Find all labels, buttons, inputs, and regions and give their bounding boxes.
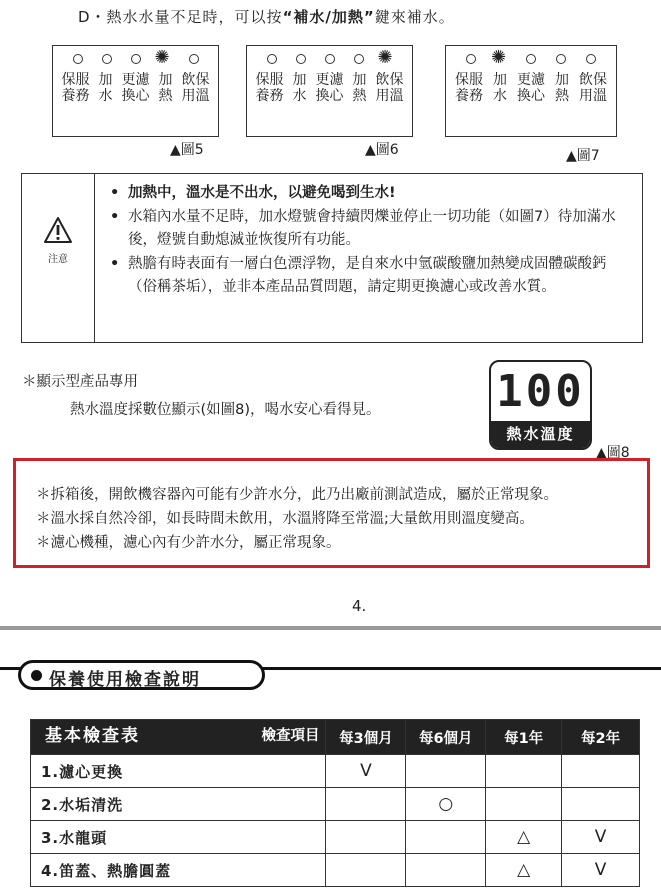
figure-7-caption: ▲圖7: [566, 148, 600, 164]
indicator-light-icon: [296, 54, 306, 64]
indicator-light-icon: [73, 54, 83, 64]
indicator-light-icon: [325, 54, 335, 64]
caution-item: • 水箱內水量不足時，加水燈號會持續閃爍並停止一切功能（如圖7）待加滿水後，燈號自動熄滅並恢復所有功能。: [110, 206, 635, 253]
display-model-description: 熱水溫度採數位顯示(如圖8)，喝水安心看得見。: [70, 402, 381, 418]
maintenance-check-table: [30, 719, 640, 887]
refill-instruction: D・熱水水量不足時，可以按“補水/加熱”鍵來補水。: [78, 8, 455, 26]
refill-key-name: “補水/加熱”: [282, 8, 375, 26]
panel-button-label: 加 熱: [555, 72, 569, 104]
check-mark: ○: [406, 788, 486, 821]
temperature-digits: 100: [496, 366, 585, 417]
panel-button-label: 更濾 換心: [315, 72, 344, 104]
column-header-6-months: 每6個月: [406, 720, 486, 755]
control-panel-figure-7: [445, 45, 617, 137]
indicator-lights: [446, 54, 616, 64]
control-panel-figure-6: [246, 45, 413, 137]
warning-triangle-icon: [43, 216, 73, 244]
page-number: 4.: [352, 597, 367, 615]
check-mark: V: [326, 755, 406, 788]
check-mark: [562, 788, 640, 821]
table-header-row: [31, 720, 640, 755]
indicator-light-lit-icon: [496, 54, 506, 64]
indicator-light-icon: [354, 54, 364, 64]
table-row: [31, 854, 640, 887]
notes-box: [13, 458, 650, 568]
check-item: 4.笛蓋、熱膽圓蓋: [31, 854, 326, 887]
figure-5-caption: ▲圖5: [170, 142, 204, 158]
panel-button-label: 加 水: [493, 72, 507, 104]
check-mark: [562, 755, 640, 788]
table-row: [31, 821, 640, 854]
check-mark: [326, 854, 406, 887]
figure-6-caption: ▲圖6: [365, 142, 399, 158]
note-line: ＊濾心機種，濾心內有少許水分，屬正常現象。: [36, 535, 341, 551]
column-header-1-year: 每1年: [486, 720, 562, 755]
caution-item: • 熱膽有時表面有一層白色漂浮物，是自來水中氫碳酸鹽加熱變成固體碳酸鈣（俗稱茶垢），並非本產品品質問題，請定期更換濾心或改善水質。: [110, 253, 635, 300]
panel-button-label: 更濾 換心: [121, 72, 150, 104]
caution-box: [21, 173, 643, 343]
panel-button-label: 加 水: [98, 72, 113, 104]
indicator-light-icon: [131, 54, 141, 64]
panel-button-label: 飲保 用溫: [579, 72, 607, 104]
temperature-display-label: 熱水溫度: [491, 421, 590, 448]
panel-labels: [247, 72, 412, 104]
note-line: ＊拆箱後，開飲機容器內可能有少許水分，此乃出廠前測試造成，屬於正常現象。: [36, 487, 558, 503]
check-mark: [326, 821, 406, 854]
indicator-lights: [53, 54, 218, 64]
indicator-light-icon: [586, 54, 596, 64]
figure-8-caption: ▲圖8: [596, 445, 630, 461]
indicator-light-lit-icon: [160, 54, 170, 64]
panel-labels: [446, 72, 616, 104]
check-mark: [406, 854, 486, 887]
page-divider: [0, 626, 661, 630]
column-header-3-months: 每3個月: [326, 720, 406, 755]
panel-labels: [53, 72, 218, 104]
indicator-light-icon: [189, 54, 199, 64]
indicator-light-icon: [102, 54, 112, 64]
column-header-2-years: 每2年: [562, 720, 640, 755]
caution-label: 注意: [48, 254, 68, 265]
indicator-light-icon: [267, 54, 277, 64]
check-mark: [406, 821, 486, 854]
panel-button-label: 保服 養務: [61, 72, 90, 104]
panel-button-label: 加 熱: [352, 72, 367, 104]
indicator-light-lit-icon: [383, 54, 393, 64]
panel-button-label: 加 熱: [158, 72, 173, 104]
check-mark: V: [562, 854, 640, 887]
temperature-display-figure: [489, 360, 592, 450]
check-mark: V: [562, 821, 640, 854]
check-item: 2.水垢清洗: [31, 788, 326, 821]
panel-button-label: 加 水: [292, 72, 307, 104]
check-mark: [326, 788, 406, 821]
caution-icon-cell: [22, 174, 95, 342]
indicator-lights: [247, 54, 412, 64]
table-title: 基本檢查表: [45, 726, 140, 746]
section-title: 保養使用檢查說明: [49, 670, 201, 690]
caution-item: • 加熱中，溫水是不出水，以避免喝到生水!: [110, 182, 635, 206]
panel-button-label: 保服 養務: [455, 72, 483, 104]
panel-button-label: 保服 養務: [255, 72, 284, 104]
panel-button-label: 飲保 用溫: [181, 72, 210, 104]
table-title-cell: [31, 720, 326, 755]
panel-button-label: 飲保 用溫: [375, 72, 404, 104]
check-mark: △: [486, 854, 562, 887]
section-header: [18, 660, 265, 690]
section-bullet-icon: [31, 670, 42, 681]
indicator-light-icon: [466, 54, 476, 64]
check-mark: [406, 755, 486, 788]
column-header-item: 檢查項目: [261, 728, 320, 744]
indicator-light-icon: [556, 54, 566, 64]
display-model-title: ＊顯示型產品專用: [22, 374, 138, 390]
check-mark: [486, 755, 562, 788]
table-row: [31, 755, 640, 788]
check-item: 1.濾心更換: [31, 755, 326, 788]
note-line: ＊溫水採自然冷卻，如長時間未飲用，水溫將降至常溫;大量飲用則溫度變高。: [36, 511, 534, 527]
panel-button-label: 更濾 換心: [517, 72, 545, 104]
check-item: 3.水龍頭: [31, 821, 326, 854]
caution-list: [110, 182, 635, 300]
control-panel-figure-5: [52, 45, 219, 137]
check-mark: △: [486, 821, 562, 854]
table-row: [31, 788, 640, 821]
indicator-light-icon: [526, 54, 536, 64]
check-mark: [486, 788, 562, 821]
